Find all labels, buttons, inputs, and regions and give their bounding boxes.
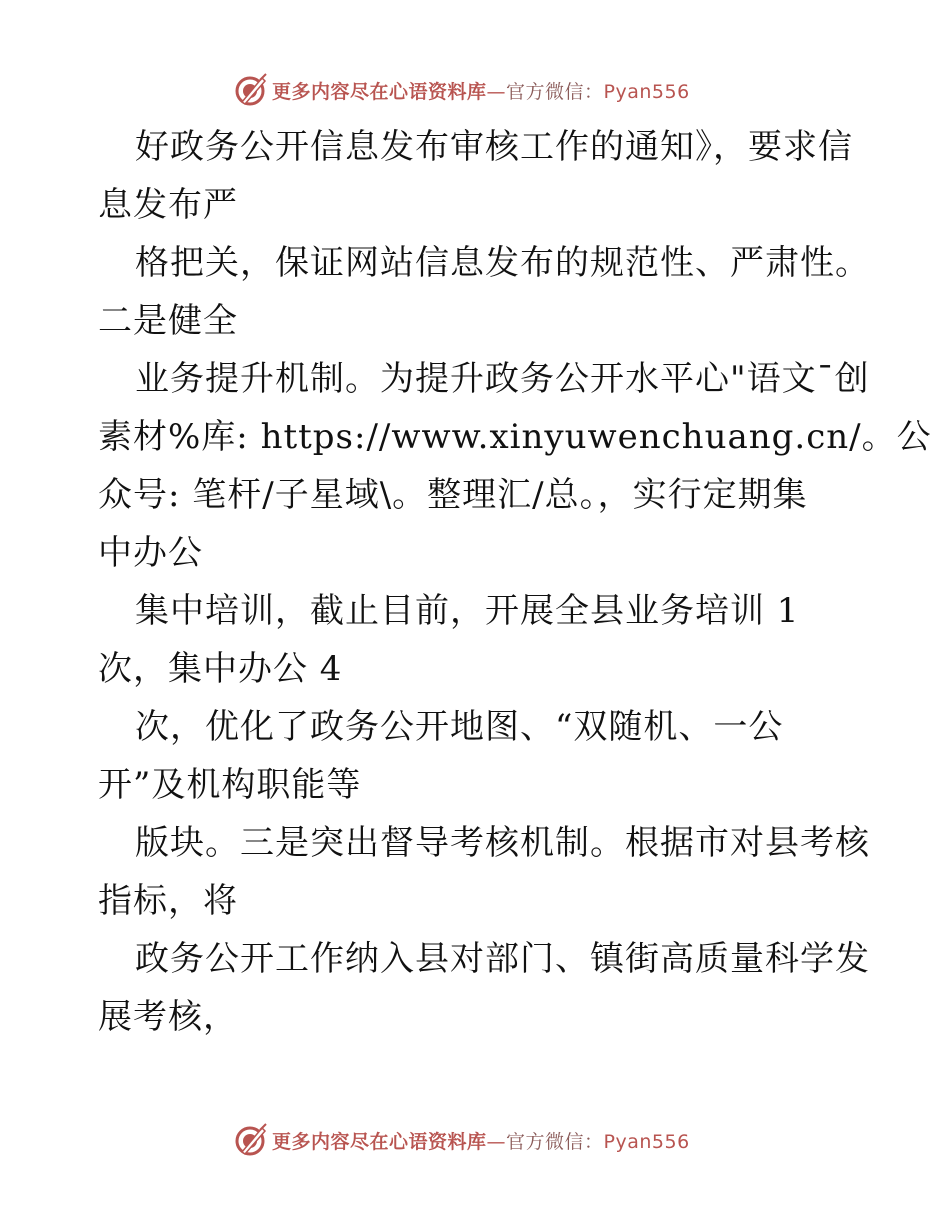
header-banner [232, 70, 752, 110]
quill-pen-logo-icon [232, 1122, 268, 1158]
body-line: 中办公 [98, 533, 203, 573]
header-banner-title: 更多内容尽在心语资料库 [272, 80, 487, 103]
body-line: 息发布严 [98, 185, 238, 225]
header-banner-wechat-id: Pyan556 [603, 80, 690, 103]
body-line: 政务公开工作纳入县对部门、镇街高质量科学发 [135, 939, 870, 979]
footer-banner [232, 1120, 752, 1160]
body-line: 格把关，保证网站信息发布的规范性、严肃性。 [135, 243, 870, 283]
body-line: 素材%库: https://www.xinyuwenchuang.cn/。公 [98, 417, 932, 457]
footer-banner-wechat-label: 官方微信： [506, 1130, 604, 1153]
body-line: 众号: 笔杆/子星域\。整理汇/总。，实行定期集 [98, 475, 808, 515]
body-line: 指标，将 [98, 881, 238, 921]
header-banner-text [272, 77, 690, 104]
body-line: 开”及机构职能等 [98, 765, 362, 805]
footer-banner-title: 更多内容尽在心语资料库 [272, 1130, 487, 1153]
body-line: 二是健全 [98, 301, 238, 341]
footer-banner-text [272, 1127, 690, 1154]
body-line: 版块。三是突出督导考核机制。根据市对县考核 [135, 823, 870, 863]
body-line: 次，集中办公 4 [98, 649, 343, 689]
quill-pen-logo-icon [232, 72, 268, 108]
footer-banner-wechat-id: Pyan556 [603, 1130, 690, 1153]
body-line: 集中培训，截止目前，开展全县业务培训 1 [135, 591, 800, 631]
header-banner-wechat-label: 官方微信： [506, 80, 604, 103]
document-body [98, 118, 932, 1046]
body-line: 业务提升机制。为提升政务公开水平心"语文¯创 [135, 359, 870, 399]
header-banner-dash: — [486, 80, 507, 103]
body-line: 次，优化了政务公开地图、“双随机、一公 [135, 707, 784, 747]
body-line: 展考核， [98, 997, 238, 1037]
body-line: 好政务公开信息发布审核工作的通知》，要求信 [135, 127, 853, 167]
footer-banner-dash: — [486, 1130, 507, 1153]
